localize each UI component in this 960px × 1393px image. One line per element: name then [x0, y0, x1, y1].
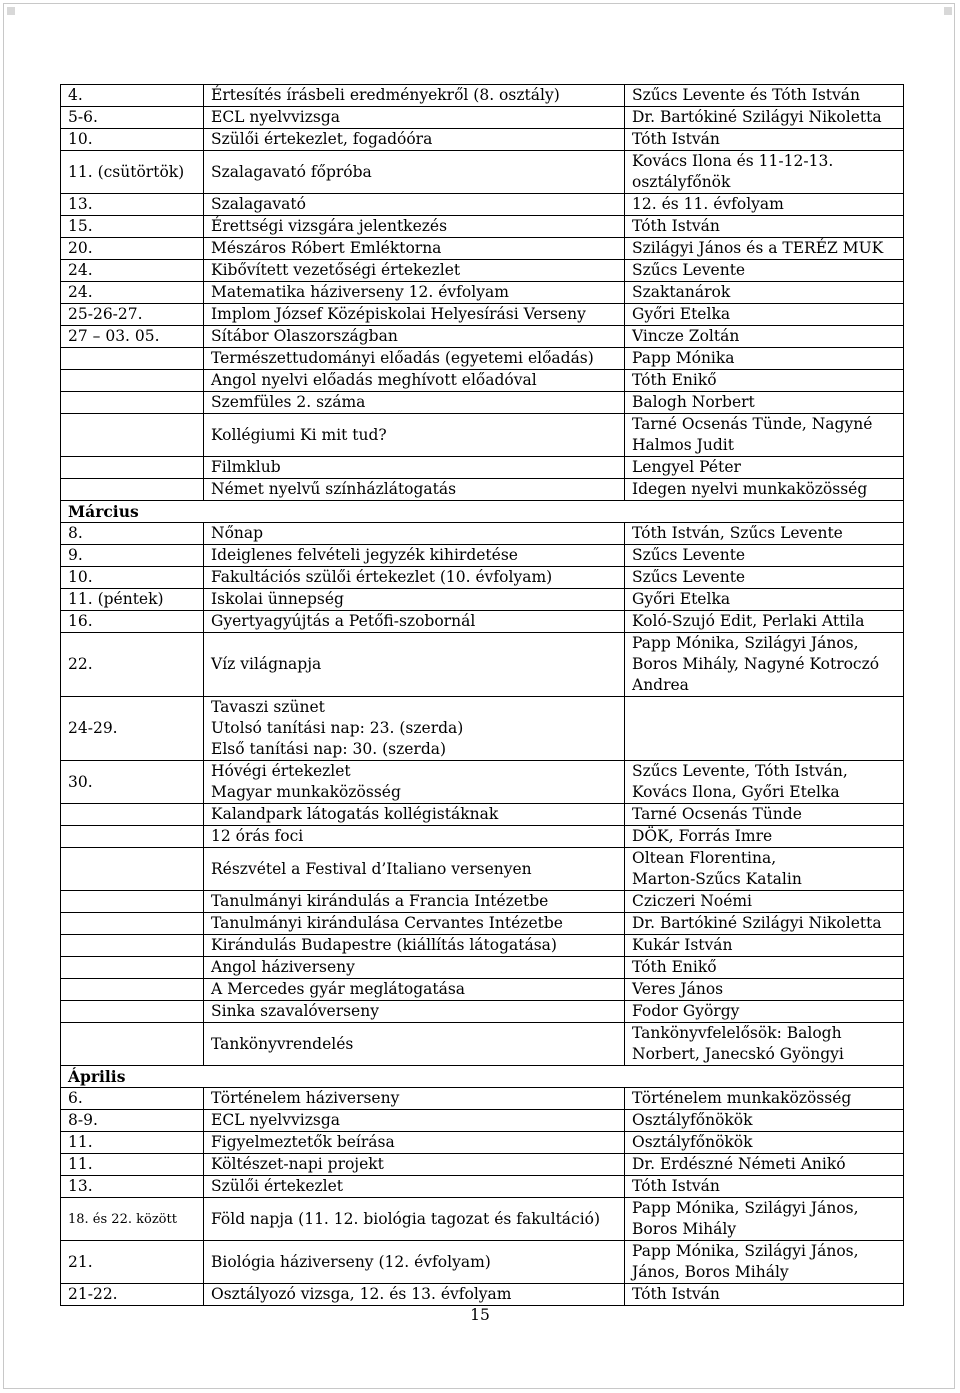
responsible-cell: Cziczeri Noémi [625, 891, 904, 913]
table-row [61, 891, 904, 913]
date-cell: 27 – 03. 05. [61, 326, 204, 348]
responsible-cell: Tóth Enikő [625, 957, 904, 979]
table-row [61, 1088, 904, 1110]
table-row [61, 1023, 904, 1066]
responsible-cell: Tarné Ocsenás Tünde [625, 804, 904, 826]
event-cell: Víz világnapja [204, 633, 625, 697]
responsible-cell: Veres János [625, 979, 904, 1001]
event-cell: Angol nyelvi előadás meghívott előadóval [204, 370, 625, 392]
date-cell [61, 457, 204, 479]
date-cell [61, 348, 204, 370]
responsible-cell: Oltean Florentina, Marton-Szűcs Katalin [625, 848, 904, 891]
page-number: 15 [470, 1306, 490, 1324]
event-cell: Kalandpark látogatás kollégistáknak [204, 804, 625, 826]
table-row [61, 761, 904, 804]
date-cell [61, 848, 204, 891]
event-cell: Német nyelvű színházlátogatás [204, 479, 625, 501]
table-row [61, 979, 904, 1001]
responsible-cell: Dr. Erdészné Németi Anikó [625, 1154, 904, 1176]
responsible-cell: Tóth István [625, 216, 904, 238]
event-cell: Gyertyagyújtás a Petőfi-szobornál [204, 611, 625, 633]
event-cell: Ideiglenes felvételi jegyzék kihirdetése [204, 545, 625, 567]
responsible-cell: Szaktanárok [625, 282, 904, 304]
event-cell: Értesítés írásbeli eredményekről (8. osztály) [204, 85, 625, 107]
date-cell: 25-26-27. [61, 304, 204, 326]
responsible-cell: Dr. Bartókiné Szilágyi Nikoletta [625, 913, 904, 935]
responsible-cell: Idegen nyelvi munkaközösség [625, 479, 904, 501]
table-row [61, 107, 904, 129]
responsible-cell: Kovács Ilona és 11-12-13. osztályfőnök [625, 151, 904, 194]
month-header-row [61, 501, 904, 523]
table-row [61, 935, 904, 957]
date-cell: 11. [61, 1154, 204, 1176]
event-cell: Szülői értekezlet, fogadóóra [204, 129, 625, 151]
schedule-body [61, 85, 904, 1306]
table-row [61, 633, 904, 697]
responsible-cell: Lengyel Péter [625, 457, 904, 479]
event-cell: Filmklub [204, 457, 625, 479]
table-row [61, 545, 904, 567]
table-row [61, 611, 904, 633]
responsible-cell: Koló-Szujó Edit, Perlaki Attila [625, 611, 904, 633]
date-cell: 24. [61, 260, 204, 282]
date-cell [61, 979, 204, 1001]
responsible-cell: Kukár István [625, 935, 904, 957]
event-cell: Részvétel a Festival d’Italiano versenyen [204, 848, 625, 891]
event-cell: 12 órás foci [204, 826, 625, 848]
date-cell [61, 370, 204, 392]
responsible-cell [625, 697, 904, 761]
responsible-cell: Tóth István [625, 1284, 904, 1306]
event-cell: Szalagavató főpróba [204, 151, 625, 194]
table-row [61, 804, 904, 826]
event-cell: Nőnap [204, 523, 625, 545]
event-cell: Kirándulás Budapestre (kiállítás látogatása) [204, 935, 625, 957]
event-cell: Föld napja (11. 12. biológia tagozat és fakultáció) [204, 1198, 625, 1241]
table-row [61, 85, 904, 107]
date-cell [61, 913, 204, 935]
event-cell: Érettségi vizsgára jelentkezés [204, 216, 625, 238]
event-cell: Kibővített vezetőségi értekezlet [204, 260, 625, 282]
date-cell [61, 935, 204, 957]
table-row [61, 260, 904, 282]
table-row [61, 567, 904, 589]
date-cell: 10. [61, 567, 204, 589]
table-row [61, 523, 904, 545]
responsible-cell: Tankönyvfelelősök: Balogh Norbert, Janecskó Gyöngyi [625, 1023, 904, 1066]
corner-mark-right [944, 7, 952, 15]
event-cell: Szalagavató [204, 194, 625, 216]
table-row [61, 282, 904, 304]
responsible-cell: Győri Etelka [625, 304, 904, 326]
responsible-cell: Szilágyi János és a TERÉZ MUK [625, 238, 904, 260]
table-row [61, 304, 904, 326]
event-cell: Iskolai ünnepség [204, 589, 625, 611]
table-row [61, 216, 904, 238]
date-cell: 16. [61, 611, 204, 633]
table-row [61, 913, 904, 935]
table-row [61, 194, 904, 216]
date-cell: 10. [61, 129, 204, 151]
table-row [61, 826, 904, 848]
responsible-cell: Papp Mónika, Szilágyi János, János, Boros Mihály [625, 1241, 904, 1284]
event-cell: Tanulmányi kirándulása Cervantes Intézetbe [204, 913, 625, 935]
date-cell [61, 826, 204, 848]
responsible-cell: DÖK, Forrás Imre [625, 826, 904, 848]
date-cell: 6. [61, 1088, 204, 1110]
table-row [61, 392, 904, 414]
corner-mark-left [7, 7, 15, 15]
table-row [61, 1001, 904, 1023]
date-cell: 20. [61, 238, 204, 260]
date-cell: 8. [61, 523, 204, 545]
date-cell [61, 414, 204, 457]
table-row [61, 151, 904, 194]
table-row [61, 238, 904, 260]
responsible-cell: Balogh Norbert [625, 392, 904, 414]
responsible-cell: 12. és 11. évfolyam [625, 194, 904, 216]
table-row [61, 589, 904, 611]
event-cell: Sinka szavalóverseny [204, 1001, 625, 1023]
event-cell: Szülői értekezlet [204, 1176, 625, 1198]
responsible-cell: Tóth Enikő [625, 370, 904, 392]
date-cell [61, 1001, 204, 1023]
month-label: Március [61, 501, 904, 523]
event-cell: Biológia háziverseny (12. évfolyam) [204, 1241, 625, 1284]
event-cell: Kollégiumi Ki mit tud? [204, 414, 625, 457]
table-row [61, 129, 904, 151]
event-cell: Természettudományi előadás (egyetemi előadás) [204, 348, 625, 370]
event-cell: Implom József Középiskolai Helyesírási Verseny [204, 304, 625, 326]
event-cell: Tanulmányi kirándulás a Francia Intézetbe [204, 891, 625, 913]
event-cell: Hóvégi értekezlet Magyar munkaközösség [204, 761, 625, 804]
responsible-cell: Fodor György [625, 1001, 904, 1023]
table-row [61, 479, 904, 501]
month-label: Április [61, 1066, 904, 1088]
event-cell: ECL nyelvvizsga [204, 1110, 625, 1132]
event-cell: Tankönyvrendelés [204, 1023, 625, 1066]
date-cell: 21. [61, 1241, 204, 1284]
table-row [61, 1132, 904, 1154]
date-cell: 24-29. [61, 697, 204, 761]
date-cell: 11. (péntek) [61, 589, 204, 611]
event-cell: Szemfüles 2. száma [204, 392, 625, 414]
date-cell: 11. (csütörtök) [61, 151, 204, 194]
responsible-cell: Szűcs Levente [625, 545, 904, 567]
table-row [61, 1110, 904, 1132]
date-cell: 22. [61, 633, 204, 697]
responsible-cell: Szűcs Levente és Tóth István [625, 85, 904, 107]
responsible-cell: Szűcs Levente [625, 567, 904, 589]
event-cell: Tavaszi szünet Utolsó tanítási nap: 23. (szerda) Első tanítási nap: 30. (szerda) [204, 697, 625, 761]
table-row [61, 457, 904, 479]
date-cell: 18. és 22. között [61, 1198, 204, 1241]
date-cell: 13. [61, 1176, 204, 1198]
date-cell: 11. [61, 1132, 204, 1154]
event-cell: Fakultációs szülői értekezlet (10. évfolyam) [204, 567, 625, 589]
responsible-cell: Tóth István [625, 1176, 904, 1198]
responsible-cell: Történelem munkaközösség [625, 1088, 904, 1110]
table-row [61, 1284, 904, 1306]
event-cell: ECL nyelvvizsga [204, 107, 625, 129]
month-header-row [61, 1066, 904, 1088]
responsible-cell: Papp Mónika [625, 348, 904, 370]
date-cell: 30. [61, 761, 204, 804]
responsible-cell: Győri Etelka [625, 589, 904, 611]
date-cell [61, 1023, 204, 1066]
event-cell: Történelem háziverseny [204, 1088, 625, 1110]
responsible-cell: Tóth István, Szűcs Levente [625, 523, 904, 545]
date-cell: 8-9. [61, 1110, 204, 1132]
date-cell: 21-22. [61, 1284, 204, 1306]
responsible-cell: Tóth István [625, 129, 904, 151]
event-cell: Költészet-napi projekt [204, 1154, 625, 1176]
table-row [61, 957, 904, 979]
responsible-cell: Tarné Ocsenás Tünde, Nagyné Halmos Judit [625, 414, 904, 457]
responsible-cell: Papp Mónika, Szilágyi János, Boros Mihály [625, 1198, 904, 1241]
event-cell: Mészáros Róbert Emléktorna [204, 238, 625, 260]
responsible-cell: Szűcs Levente [625, 260, 904, 282]
event-cell: A Mercedes gyár meglátogatása [204, 979, 625, 1001]
table-row [61, 370, 904, 392]
event-cell: Figyelmeztetők beírása [204, 1132, 625, 1154]
event-cell: Matematika háziverseny 12. évfolyam [204, 282, 625, 304]
date-cell: 9. [61, 545, 204, 567]
date-cell [61, 479, 204, 501]
table-row [61, 697, 904, 761]
table-row [61, 348, 904, 370]
date-cell: 15. [61, 216, 204, 238]
event-cell: Osztályozó vizsga, 12. és 13. évfolyam [204, 1284, 625, 1306]
table-row [61, 1154, 904, 1176]
responsible-cell: Szűcs Levente, Tóth István, Kovács Ilona, Győri Etelka [625, 761, 904, 804]
table-row [61, 848, 904, 891]
schedule-table [60, 84, 904, 1306]
table-row [61, 1241, 904, 1284]
event-cell: Angol háziverseny [204, 957, 625, 979]
date-cell: 24. [61, 282, 204, 304]
responsible-cell: Dr. Bartókiné Szilágyi Nikoletta [625, 107, 904, 129]
date-cell: 13. [61, 194, 204, 216]
responsible-cell: Osztályfőnökök [625, 1132, 904, 1154]
table-row [61, 1198, 904, 1241]
responsible-cell: Papp Mónika, Szilágyi János, Boros Mihály, Nagyné Kotroczó Andrea [625, 633, 904, 697]
table-row [61, 1176, 904, 1198]
date-cell [61, 957, 204, 979]
date-cell [61, 392, 204, 414]
responsible-cell: Vincze Zoltán [625, 326, 904, 348]
table-row [61, 414, 904, 457]
date-cell: 5-6. [61, 107, 204, 129]
date-cell: 4. [61, 85, 204, 107]
date-cell [61, 804, 204, 826]
date-cell [61, 891, 204, 913]
event-cell: Sítábor Olaszországban [204, 326, 625, 348]
responsible-cell: Osztályfőnökök [625, 1110, 904, 1132]
table-row [61, 326, 904, 348]
